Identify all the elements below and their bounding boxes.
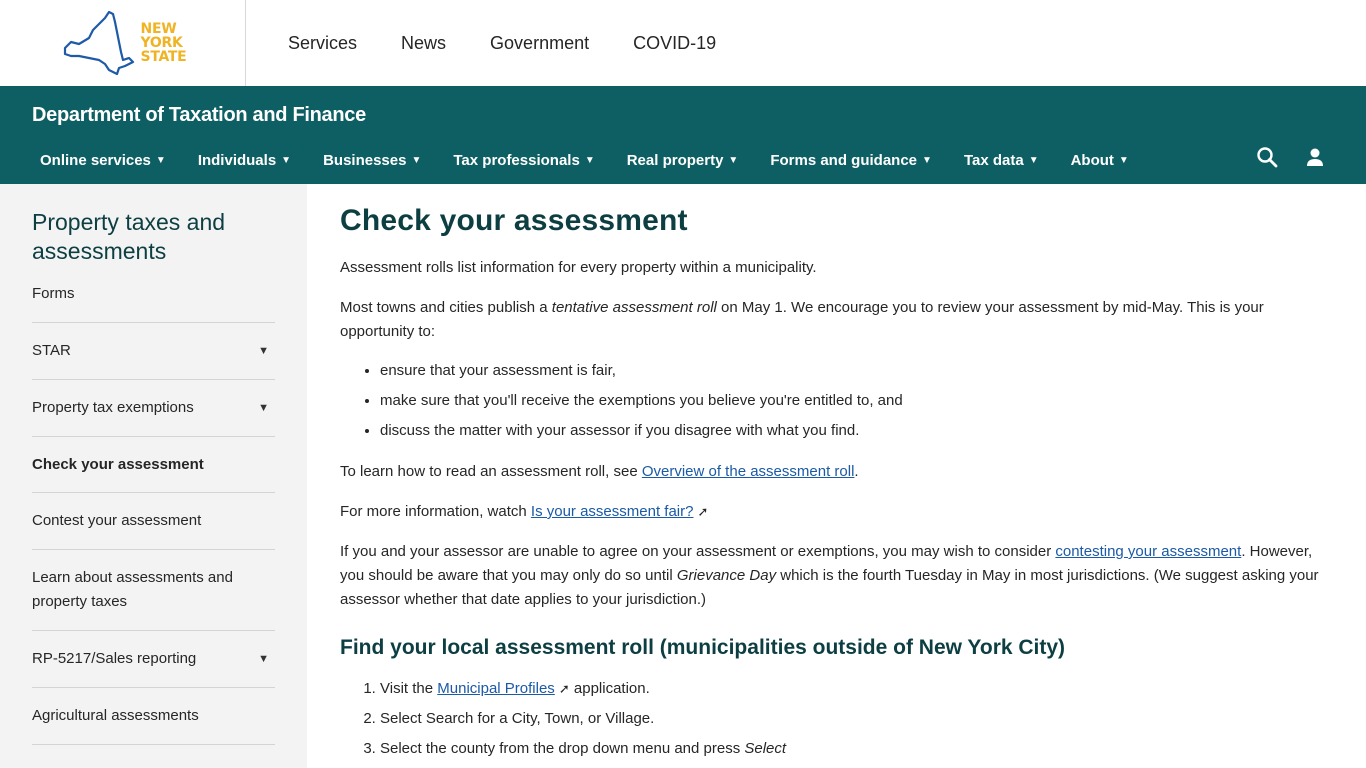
- caret-down-icon: ▼: [728, 155, 739, 166]
- text: application.: [569, 680, 650, 697]
- nav-label: Tax data: [963, 152, 1024, 169]
- overview-paragraph: [340, 460, 1326, 484]
- top-nav-services[interactable]: Services: [288, 32, 358, 53]
- contest-paragraph: [340, 540, 1326, 612]
- sidebar-item-rp5217[interactable]: [32, 631, 275, 688]
- text: . However, you should be aware that you may only do so until: [340, 543, 1313, 584]
- list-item: • discuss the matter with your assessor if you disagree with what you find.: [380, 416, 1326, 446]
- top-nav-government[interactable]: Government: [490, 32, 590, 53]
- sidebar-item-star[interactable]: [32, 323, 275, 380]
- nav-businesses[interactable]: [323, 152, 421, 169]
- intro-paragraph: [340, 256, 1326, 280]
- agency-icons: [1256, 146, 1326, 168]
- sidebar-item-agricultural[interactable]: [32, 688, 275, 745]
- assessment-fair-link[interactable]: Is your assessment fair?: [530, 503, 694, 520]
- nav-label: Forms and guidance: [770, 152, 918, 169]
- nys-logo[interactable]: [59, 8, 187, 78]
- nav-tax-data[interactable]: [964, 152, 1039, 169]
- text: on May 1. We encourage you to review your assessment by mid-May. This is your opportunity to:: [340, 299, 1264, 340]
- nav-tax-professionals[interactable]: [453, 152, 594, 169]
- municipal-profiles-link[interactable]: Municipal Profiles: [437, 680, 555, 697]
- sidebar-item-label: Forms: [32, 285, 75, 302]
- text: which is the fourth Tuesday in May in most jurisdictions. (We suggest asking your assessor whether that date applies to your jurisdiction.): [340, 567, 1319, 608]
- chevron-down-icon[interactable]: ▼: [258, 402, 269, 414]
- sidebar-item-label: Property tax exemptions: [32, 399, 194, 416]
- nav-label: Real property: [626, 152, 724, 169]
- caret-down-icon: ▼: [155, 155, 166, 166]
- sidebar-item-label: RP-5217/Sales reporting: [32, 650, 197, 667]
- nav-about[interactable]: [1071, 152, 1129, 169]
- top-nav: [246, 0, 760, 86]
- tentative-roll-paragraph: [340, 296, 1326, 344]
- sidebar-item-label: Contest your assessment: [32, 512, 202, 529]
- video-paragraph: [340, 500, 1326, 524]
- nav-forms-guidance[interactable]: [770, 152, 932, 169]
- caret-down-icon: ▼: [1028, 155, 1039, 166]
- sidebar-item-label: Learn about assessments and property taxes: [32, 569, 233, 610]
- agency-header: [0, 86, 1366, 184]
- sidebar: [0, 184, 307, 768]
- logo-area: [0, 0, 246, 86]
- emphasis: Grievance Day: [676, 567, 777, 584]
- logo-line-3: STATE: [140, 49, 187, 65]
- nav-label: Online services: [40, 152, 151, 169]
- user-account-icon[interactable]: [1304, 146, 1326, 168]
- caret-down-icon: ▼: [922, 155, 932, 166]
- nav-online-services[interactable]: [40, 152, 166, 169]
- top-nav-covid[interactable]: COVID-19: [633, 32, 717, 53]
- global-header: [0, 0, 1366, 86]
- sidebar-item-forms[interactable]: [32, 282, 275, 323]
- section-heading: Find your local assessment roll (municipalities outside of New York City): [340, 636, 1066, 659]
- sidebar-item-exemptions[interactable]: [32, 380, 275, 437]
- text: To learn how to read an assessment roll, see: [340, 463, 642, 480]
- list-item: [380, 674, 1326, 704]
- nav-label: Individuals: [197, 152, 277, 169]
- nav-individuals[interactable]: [198, 152, 291, 169]
- main-content: [307, 184, 1366, 768]
- sidebar-item-check-assessment[interactable]: [32, 437, 275, 493]
- agency-nav: [40, 152, 1161, 169]
- text: If you and your assessor are unable to agree on your assessment or exemptions, you may wish to consider: [340, 543, 1056, 560]
- text: Select the county from the drop down menu and press: [380, 740, 745, 757]
- agency-title[interactable]: Department of Taxation and Finance: [32, 104, 366, 126]
- content-wrap: [0, 184, 1366, 768]
- caret-down-icon: ▼: [1118, 155, 1129, 166]
- state-map-icon: [59, 8, 145, 78]
- nav-label: Businesses: [323, 152, 407, 169]
- text: .: [854, 463, 859, 480]
- sidebar-item-learn[interactable]: [32, 550, 275, 631]
- page-title: Check your assessment: [340, 204, 688, 237]
- caret-down-icon: ▼: [411, 155, 422, 166]
- list-item: [380, 734, 1326, 764]
- sidebar-title[interactable]: Property taxes and assessments: [32, 209, 226, 264]
- caret-down-icon: ▼: [281, 155, 292, 166]
- nav-label: About: [1070, 152, 1114, 169]
- list-item: 2. Select Search for a City, Town, or Village.: [380, 704, 1326, 734]
- opportunity-list: [380, 356, 1326, 446]
- nav-real-property[interactable]: [627, 152, 739, 169]
- emphasis: Select: [744, 740, 787, 757]
- steps-list: [380, 674, 1326, 764]
- external-link-icon: ➚: [558, 681, 570, 696]
- nav-label: Tax professionals: [453, 152, 580, 169]
- logo-line-1: NEW: [140, 21, 177, 37]
- sidebar-item-label: Check your assessment: [32, 455, 204, 473]
- chevron-down-icon[interactable]: ▼: [258, 345, 269, 357]
- external-link-icon: ➚: [697, 504, 709, 519]
- text: Most towns and cities publish a: [340, 299, 552, 316]
- sidebar-item-contest[interactable]: [32, 493, 275, 550]
- sidebar-item-label: Agricultural assessments: [32, 707, 199, 724]
- sidebar-item-label: STAR: [32, 342, 71, 359]
- chevron-down-icon[interactable]: ▼: [258, 653, 269, 665]
- text: Visit the: [380, 680, 438, 697]
- search-icon[interactable]: [1256, 146, 1278, 168]
- text: For more information, watch: [340, 503, 531, 520]
- list-item: • make sure that you'll receive the exemptions you believe you're entitled to, and: [380, 386, 1326, 416]
- text: Assessment rolls list information for every property within a municipality.: [340, 259, 817, 276]
- top-nav-news[interactable]: News: [401, 32, 447, 53]
- sidebar-list: [32, 282, 275, 745]
- contesting-link[interactable]: contesting your assessment: [1055, 543, 1242, 560]
- overview-roll-link[interactable]: Overview of the assessment roll: [641, 463, 855, 480]
- caret-down-icon: ▼: [584, 155, 595, 166]
- emphasis: tentative assessment roll: [551, 299, 717, 316]
- logo-line-2: YORK: [140, 35, 183, 51]
- list-item: • ensure that your assessment is fair,: [380, 356, 1326, 386]
